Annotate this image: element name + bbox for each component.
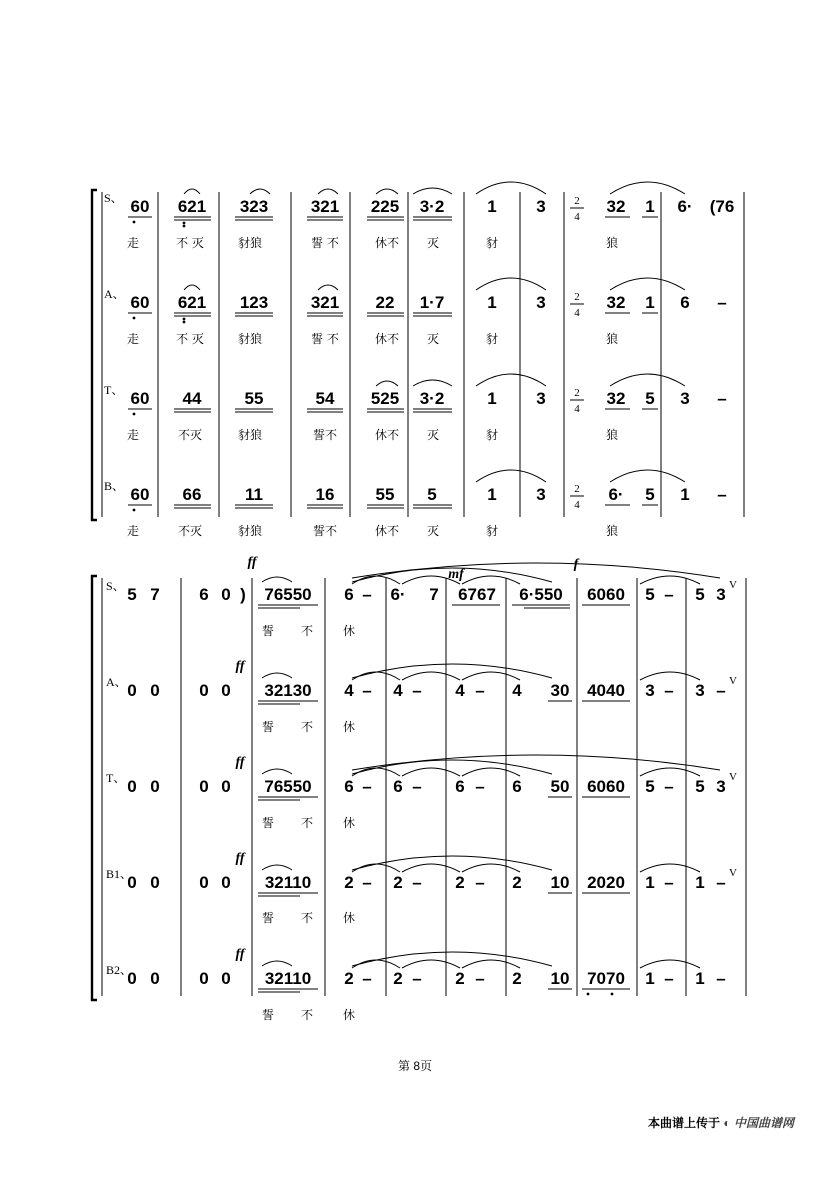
note: 60 (130, 197, 150, 216)
tie (610, 374, 685, 386)
note: 32110 (264, 873, 312, 892)
slur (262, 673, 292, 678)
slur (184, 285, 200, 290)
part-label: A、 (104, 287, 125, 301)
note: 6 (199, 585, 209, 604)
note: – (475, 681, 485, 700)
lyric: 誓不 (312, 428, 338, 442)
lyric: 不 灭 (176, 236, 204, 250)
tie (352, 672, 400, 680)
note: 3 (536, 197, 546, 216)
note: 6 (393, 777, 403, 796)
note: 76550 (264, 777, 312, 796)
lyric: 灭 (426, 332, 440, 346)
note: 0 (150, 777, 160, 796)
note: 3 (680, 389, 690, 408)
lyric: 休 (342, 816, 356, 830)
lyric: 狼 (605, 236, 619, 250)
lyric: 豺 (485, 332, 499, 346)
lyric: 誓 (261, 911, 275, 925)
tie (640, 576, 700, 584)
lyric: 灭 (426, 524, 440, 538)
note: 5 (695, 585, 705, 604)
note: 225 (370, 197, 400, 216)
slur (262, 865, 292, 870)
note: 0 (221, 969, 231, 988)
tie (402, 960, 460, 968)
slur (250, 189, 270, 194)
note: 621 (177, 293, 207, 312)
note: – (412, 681, 422, 700)
note: 5 (645, 389, 655, 408)
lyric: 豺 (485, 428, 499, 442)
note: 2 (393, 873, 403, 892)
dynamic-mf: mf (448, 567, 464, 582)
note: 6060 (587, 585, 625, 604)
breath-mark: V (729, 771, 737, 783)
note: 32 (606, 389, 626, 408)
tie (402, 768, 460, 776)
time-sig-den: 4 (574, 307, 580, 319)
note: – (717, 389, 727, 408)
note: – (664, 681, 674, 700)
slur (262, 769, 292, 774)
lyric: 走 (126, 428, 140, 442)
note: 6 (680, 293, 690, 312)
note: 4040 (587, 681, 625, 700)
tie (640, 864, 700, 872)
dynamic-ff: ff (235, 851, 245, 866)
note: – (412, 777, 422, 796)
note: – (362, 969, 372, 988)
tie (462, 576, 520, 584)
lyric: 豺 (485, 524, 499, 538)
note: 3 (536, 485, 546, 504)
note: – (362, 873, 372, 892)
note: 5 (127, 585, 137, 604)
note: 321 (310, 197, 340, 216)
dynamic-ff: ff (235, 659, 245, 674)
tie (352, 864, 400, 872)
note: – (362, 585, 372, 604)
note: 1 (645, 873, 655, 892)
lyric: 狼 (605, 524, 619, 538)
lyric: 休不 (374, 524, 400, 538)
note: 66 (182, 485, 202, 504)
note: 5 (695, 777, 705, 796)
lyric: 不 灭 (176, 332, 204, 346)
note: 3·2 (419, 389, 445, 408)
lyric: 不灭 (177, 428, 203, 442)
system-bracket (92, 190, 97, 520)
note: 6060 (587, 777, 625, 796)
note: – (362, 681, 372, 700)
tie (610, 470, 685, 482)
time-sig-num: 2 (574, 387, 580, 399)
note: 6 (344, 585, 354, 604)
note: 3·2 (419, 197, 445, 216)
tie (476, 278, 546, 290)
note: 76550 (264, 585, 312, 604)
lyric: 不 (300, 1008, 314, 1022)
note: 2 (455, 969, 465, 988)
note: 32130 (264, 681, 312, 700)
lyric: 休 (342, 911, 356, 925)
dynamic-ff: ff (235, 755, 245, 770)
note: 2 (344, 873, 354, 892)
note: 3 (716, 585, 726, 604)
part-label: B、 (104, 479, 125, 493)
tie (610, 278, 685, 290)
lyric: 休 (342, 720, 356, 734)
lyric: 豺狼 (237, 524, 263, 538)
upload-text: 本曲谱上传于 (648, 1116, 721, 1130)
note: 0 (127, 873, 137, 892)
time-sig-num: 2 (574, 195, 580, 207)
part-label: S、 (106, 579, 125, 593)
lyric: 不 (300, 816, 314, 830)
note: 55 (375, 485, 395, 504)
note: 525 (370, 389, 400, 408)
time-sig-den: 4 (574, 403, 580, 415)
time-sig-den: 4 (574, 499, 580, 511)
page-number: 第 8页 (397, 1059, 432, 1073)
note: 2 (393, 969, 403, 988)
lyric: 不 (300, 911, 314, 925)
lyric: 誓 (261, 624, 275, 638)
note: 0 (221, 681, 231, 700)
note: 2020 (587, 873, 625, 892)
note: 0 (150, 969, 160, 988)
note: 1 (487, 293, 497, 312)
lyric: 誓 (261, 1008, 275, 1022)
dynamic-f: f (573, 557, 579, 572)
part-label: T、 (104, 383, 124, 397)
note: 1 (645, 969, 655, 988)
note: 3 (645, 681, 655, 700)
tie (476, 470, 546, 482)
note: 54 (315, 389, 335, 408)
note: – (664, 969, 674, 988)
note: 60 (130, 293, 150, 312)
note: – (716, 681, 726, 700)
note: 621 (177, 197, 207, 216)
note: 6 (455, 777, 465, 796)
note: – (362, 777, 372, 796)
octave-dot (133, 413, 136, 416)
octave-dot (183, 321, 186, 324)
part-label: A、 (106, 675, 127, 689)
lyric: 豺狼 (237, 236, 263, 250)
part-label: B2、 (106, 963, 133, 977)
lyric: 走 (126, 236, 140, 250)
lyric: 誓不 (312, 524, 338, 538)
tie (476, 182, 546, 194)
note: – (475, 873, 485, 892)
note: 6· (390, 585, 406, 604)
tie (610, 182, 685, 194)
tie (640, 672, 700, 680)
slur (318, 285, 338, 290)
slur (413, 380, 452, 386)
note: – (716, 969, 726, 988)
slur (184, 189, 200, 194)
tie (640, 960, 700, 968)
tie (402, 672, 460, 680)
lyric: 休 (342, 1008, 356, 1022)
slur (413, 188, 452, 194)
note: 321 (310, 293, 340, 312)
note: 6·550 (519, 585, 563, 604)
octave-dot (133, 509, 136, 512)
note: 5 (645, 485, 655, 504)
part-label: B1、 (106, 867, 133, 881)
note: 1 (695, 969, 705, 988)
note: – (412, 873, 422, 892)
note: 0 (221, 585, 231, 604)
note: 0 (127, 777, 137, 796)
note: 323 (239, 197, 269, 216)
note: 1 (645, 293, 655, 312)
note: 16 (315, 485, 335, 504)
lyric: 不灭 (177, 524, 203, 538)
note: – (716, 873, 726, 892)
note: 30 (550, 681, 570, 700)
note: 0 (150, 873, 160, 892)
tie (476, 374, 546, 386)
slur (262, 961, 292, 966)
octave-dot (183, 222, 186, 225)
note: 1 (487, 485, 497, 504)
time-sig-num: 2 (574, 291, 580, 303)
octave-dot (133, 317, 136, 320)
note: 7 (429, 585, 439, 604)
octave-dot (587, 993, 590, 996)
note: 3 (695, 681, 705, 700)
site-name: 中国曲谱网 (733, 1116, 794, 1130)
lyric: 休不 (374, 428, 400, 442)
slur (318, 189, 338, 194)
note: (76 (709, 197, 735, 216)
slur (376, 381, 398, 386)
slur (376, 189, 398, 194)
site-logo-icon: ◐ (723, 1116, 731, 1130)
note: 4 (344, 681, 354, 700)
note: 123 (239, 293, 269, 312)
note: – (717, 293, 727, 312)
lyric: 不 (300, 624, 314, 638)
lyric: 狼 (605, 332, 619, 346)
note: 0 (127, 681, 137, 700)
lyric: 豺狼 (237, 332, 263, 346)
breath-mark: V (729, 867, 737, 879)
note: 2 (512, 969, 522, 988)
note: 10 (550, 969, 570, 988)
part-label: T、 (106, 771, 126, 785)
tie (462, 960, 520, 968)
site-logo (723, 1116, 794, 1130)
tie (352, 960, 400, 968)
lyric: 休不 (374, 332, 400, 346)
note: – (664, 585, 674, 604)
note: – (475, 969, 485, 988)
note: 5 (645, 777, 655, 796)
note: 6· (677, 197, 693, 216)
note: 22 (375, 293, 395, 312)
note: 6 (344, 777, 354, 796)
paren-close: ) (240, 585, 246, 604)
note: 0 (127, 969, 137, 988)
note: – (664, 777, 674, 796)
time-sig-num: 2 (574, 483, 580, 495)
note: 3 (536, 293, 546, 312)
dynamic-ff: ff (247, 555, 257, 570)
lyric: 豺 (485, 236, 499, 250)
dynamic-ff: ff (235, 947, 245, 962)
lyric: 狼 (605, 428, 619, 442)
lyric: 灭 (426, 236, 440, 250)
note: 0 (199, 873, 209, 892)
note: 44 (182, 389, 202, 408)
note: 0 (221, 873, 231, 892)
octave-dot (183, 225, 186, 228)
note: 2 (455, 873, 465, 892)
note: 0 (150, 681, 160, 700)
note: 5 (427, 485, 437, 504)
tie (462, 768, 520, 776)
note: – (412, 969, 422, 988)
note: 4 (393, 681, 403, 700)
note: 55 (244, 389, 264, 408)
lyric: 灭 (426, 428, 440, 442)
note: 32 (606, 197, 626, 216)
lyric: 誓 (261, 816, 275, 830)
octave-dot (611, 993, 614, 996)
note: 0 (199, 969, 209, 988)
note: – (475, 777, 485, 796)
note: 1·7 (419, 293, 445, 312)
note: 50 (550, 777, 570, 796)
note: 3 (716, 777, 726, 796)
lyric: 豺狼 (237, 428, 263, 442)
note: 1 (487, 197, 497, 216)
note: 1 (487, 389, 497, 408)
note: 6· (608, 485, 624, 504)
octave-dot (133, 221, 136, 224)
note: 0 (199, 681, 209, 700)
note: 32110 (264, 969, 312, 988)
tie (462, 672, 520, 680)
lyric: 誓 不 (311, 236, 339, 250)
system-bracket (92, 576, 97, 1000)
note: 0 (199, 777, 209, 796)
lyric: 誓 (261, 720, 275, 734)
time-sig-den: 4 (574, 211, 580, 223)
octave-dot (183, 318, 186, 321)
note: 32 (606, 293, 626, 312)
note: 4 (455, 681, 465, 700)
lyric: 休不 (374, 236, 400, 250)
part-label: S、 (104, 191, 123, 205)
note: 1 (645, 197, 655, 216)
note: – (717, 485, 727, 504)
lyric: 走 (126, 332, 140, 346)
lyric: 走 (126, 524, 140, 538)
note: 10 (550, 873, 570, 892)
note: – (664, 873, 674, 892)
note: 7070 (587, 969, 625, 988)
note: 2 (512, 873, 522, 892)
note: 60 (130, 485, 150, 504)
breath-mark: V (729, 579, 737, 591)
note: 6 (512, 777, 522, 796)
lyric: 不 (300, 720, 314, 734)
note: 0 (221, 777, 231, 796)
note: 3 (536, 389, 546, 408)
note: 1 (680, 485, 690, 504)
note: 60 (130, 389, 150, 408)
note: 11 (245, 485, 263, 504)
tie (462, 864, 520, 872)
note: 7 (150, 585, 160, 604)
note: 6767 (458, 585, 496, 604)
note: 1 (695, 873, 705, 892)
footer-credit (648, 1114, 794, 1131)
note: 2 (344, 969, 354, 988)
tie (640, 768, 700, 776)
note: 4 (512, 681, 522, 700)
lyric: 誓 不 (311, 332, 339, 346)
breath-mark: V (729, 675, 737, 687)
tie (402, 864, 460, 872)
lyric: 休 (342, 624, 356, 638)
slur (262, 577, 292, 582)
note: 5 (645, 585, 655, 604)
